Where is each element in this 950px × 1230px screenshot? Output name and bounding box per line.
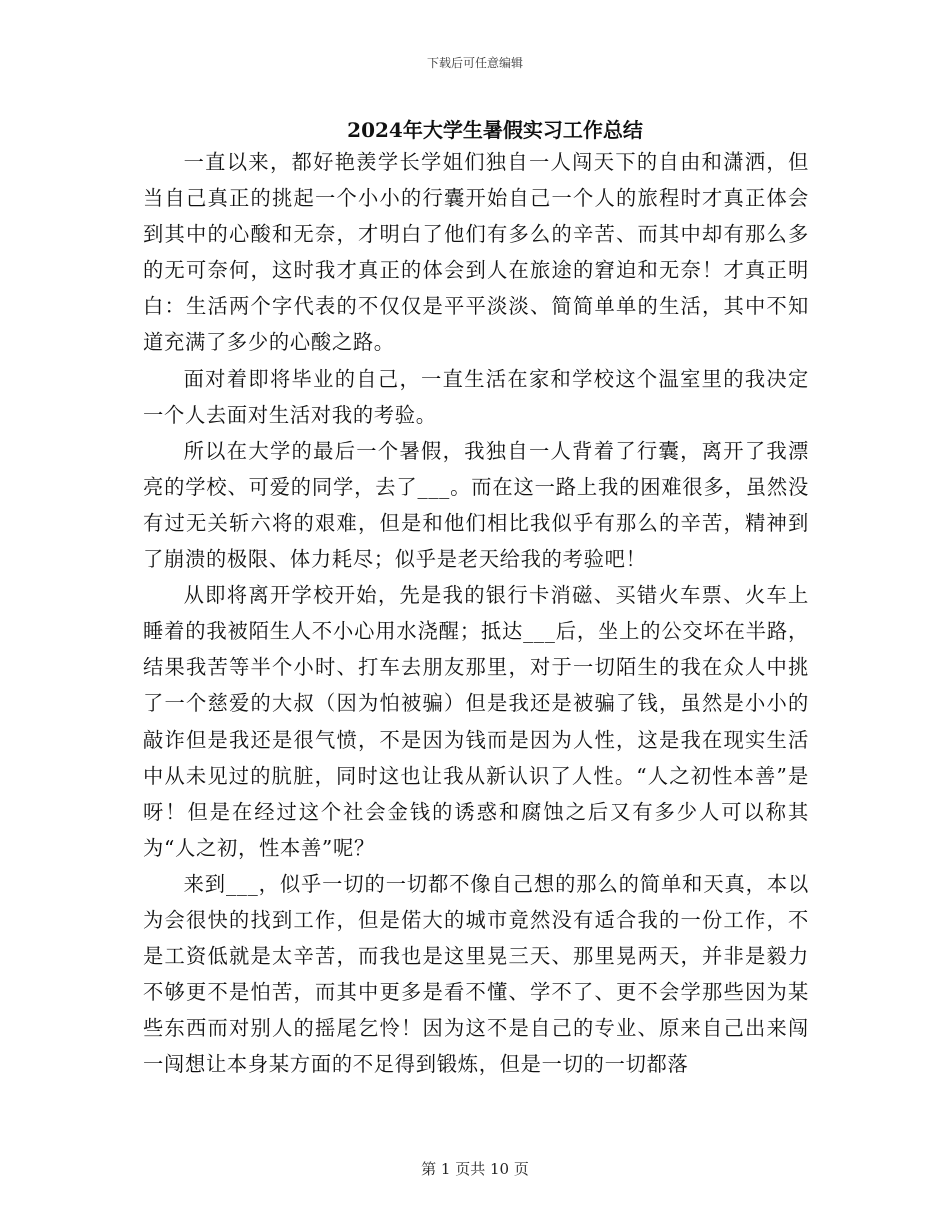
paragraph-3: 所以在大学的最后一个暑假，我独自一人背着了行囊，离开了我漂亮的学校、可爱的同学，去了___。而在这一路上我的困难很多，虽然没有过无关斩六将的艰难，但是和他们相比我似乎有那么的辛苦，精神到了崩溃的极限、体力耗尽；似乎是老天给我的考验吧！ (143, 438, 809, 572)
header-note: 下载后可任意编辑 (426, 56, 523, 70)
document-title: 2024年大学生暑假实习工作总结 (347, 118, 643, 142)
paragraph-4: 从即将离开学校开始，先是我的银行卡消磁、买错火车票、火车上睡着的我被陌生人不小心用水浇醒；抵达___后，坐上的公交坏在半路，结果我苦等半个小时、打车去朋友那里，对于一切陌生的我在众人中挑了一个慈爱的大叔（因为怕被骗）但是我还是被骗了钱，虽然是小小的敲诈但是我还是很气愤，不是因为钱而是因为人性，这是我在现实生活中从未见过的肮脏，同时这也让我从新认识了人性。“人之初性本善”是呀！但是在经过这个社会金钱的诱惑和腐蚀之后又有多少人可以称其为“人之初，性本善”呢？ (143, 583, 809, 860)
paragraph-5: 来到___，似乎一切的一切都不像自己想的那么的简单和天真，本以为会很快的找到工作，但是偌大的城市竟然没有适合我的一份工作，不是工资低就是太辛苦，而我也是这里晃三天、那里晃两天，并非是毅力不够更不是怕苦，而其中更多是看不懂、学不了、更不会学那些因为某些东西而对别人的摇尾乞怜！因为这不是自己的专业、原来自己出来闯一闯想让本身某方面的不足得到锻炼，但是一切的一切都落 (143, 871, 809, 1077)
document-body (143, 144, 809, 1082)
paragraph-1: 一直以来，都好艳羡学长学姐们独自一人闯天下的自由和潇洒，但当自己真正的挑起一个小小的行囊开始自己一个人的旅程时才真正体会到其中的心酸和无奈，才明白了他们有多么的辛苦、而其中却有那么多的无可奈何，这时我才真正的体会到人在旅途的窘迫和无奈！才真正明白：生活两个字代表的不仅仅是平平淡淡、简简单单的生活，其中不知道充满了多少的心酸之路。 (143, 150, 809, 355)
page-indicator: 第 1 页共 10 页 (421, 1160, 529, 1178)
paragraph-2: 面对着即将毕业的自己，一直生活在家和学校这个温室里的我决定一个人去面对生活对我的考验。 (143, 366, 809, 427)
